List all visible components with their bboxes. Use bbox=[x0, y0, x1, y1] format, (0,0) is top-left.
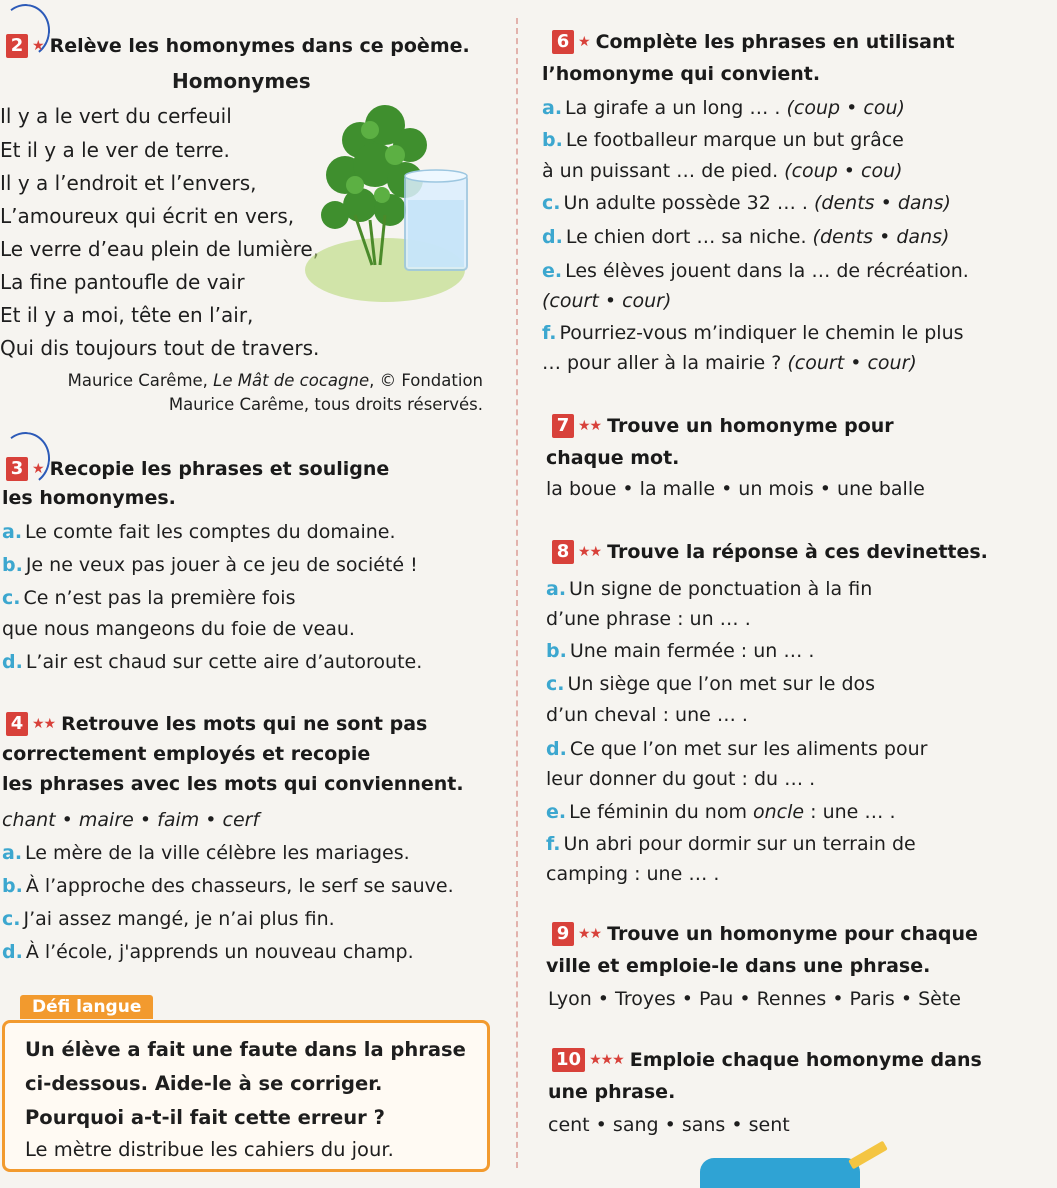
list-item: d. Le chien dort … sa niche. (dents • dans) bbox=[542, 226, 950, 248]
difficulty-stars: ★★ bbox=[578, 544, 602, 560]
exercise-number: 4 bbox=[6, 712, 28, 736]
list-item: à un puissant … de pied. (coup • cou) bbox=[542, 160, 903, 182]
poem-line: Il y a le vert du cerfeuil bbox=[0, 104, 232, 128]
exercise-number: 3 bbox=[6, 457, 28, 481]
exercise-6-heading-cont: l’homonyme qui convient. bbox=[542, 63, 821, 85]
poem-title: Homonymes bbox=[172, 69, 311, 93]
column-divider bbox=[516, 18, 518, 1168]
poem-line: L’amoureux qui écrit en vers, bbox=[0, 204, 295, 228]
poem-line: Et il y a moi, tête en l’air, bbox=[0, 303, 254, 327]
poem-line: Il y a l’endroit et l’envers, bbox=[0, 171, 257, 195]
defi-langue-box bbox=[2, 1020, 490, 1172]
list-item: d. Ce que l’on met sur les aliments pour bbox=[546, 738, 928, 760]
list-item: c. Un siège que l’on met sur le dos bbox=[546, 673, 876, 695]
defi-sentence: Le mètre distribue les cahiers du jour. bbox=[25, 1138, 394, 1161]
poem-line: Et il y a le ver de terre. bbox=[0, 138, 230, 162]
defi-langue-tag: Défi langue bbox=[20, 995, 153, 1019]
defi-line: Pourquoi a-t-il fait cette erreur ? bbox=[25, 1106, 385, 1129]
list-item: c. J’ai assez mangé, je n’ai plus fin. bbox=[2, 908, 335, 930]
exercise-number: 8 bbox=[552, 540, 574, 564]
exercise-9-heading-cont: ville et emploie-le dans une phrase. bbox=[546, 955, 931, 977]
poem-line: Le verre d’eau plein de lumière, bbox=[0, 237, 320, 261]
list-item: d. L’air est chaud sur cette aire d’autoroute. bbox=[2, 651, 423, 673]
poem-line: Qui dis toujours tout de travers. bbox=[0, 336, 320, 360]
word-list: chant • maire • faim • cerf bbox=[2, 809, 260, 831]
exercise-9-heading: 9 ★★ Trouve un homonyme pour chaque bbox=[552, 920, 978, 949]
list-item: d’un cheval : une … . bbox=[546, 704, 748, 726]
pencil-icon bbox=[848, 1141, 888, 1170]
word-list: cent • sang • sans • sent bbox=[548, 1114, 790, 1136]
list-item: e. Les élèves jouent dans la … de récréation. bbox=[542, 260, 969, 282]
exercise-7-heading-cont: chaque mot. bbox=[546, 447, 680, 469]
exercise-6-heading: 6 ★ Complète les phrases en utilisant bbox=[552, 28, 955, 57]
defi-line: Un élève a fait une faute dans la phrase bbox=[25, 1038, 466, 1061]
list-item: f. Pourriez-vous m’indiquer le chemin le plus bbox=[542, 322, 964, 344]
poem-line: La fine pantoufle de vair bbox=[0, 270, 245, 294]
list-item: c. Ce n’est pas la première fois bbox=[2, 587, 296, 609]
list-item: camping : une … . bbox=[546, 863, 720, 885]
exercise-7-heading: 7 ★★ Trouve un homonyme pour bbox=[552, 412, 894, 441]
difficulty-stars: ★ bbox=[32, 38, 44, 54]
difficulty-stars: ★ bbox=[32, 461, 44, 477]
exercise-4-heading: 4 ★★ Retrouve les mots qui ne sont pas bbox=[6, 710, 427, 739]
list-item: leur donner du gout : du … . bbox=[546, 768, 816, 790]
list-item: que nous mangeons du foie de veau. bbox=[2, 618, 355, 640]
list-item: a. La girafe a un long … . (coup • cou) bbox=[542, 97, 905, 119]
difficulty-stars: ★★ bbox=[578, 418, 602, 434]
list-item: a. Le comte fait les comptes du domaine. bbox=[2, 521, 396, 543]
list-item: a. Le mère de la ville célèbre les mariages. bbox=[2, 842, 410, 864]
exercise-instruction: Relève les homonymes dans ce poème. bbox=[49, 35, 470, 57]
poem-credit: Maurice Carême, Le Mât de cocagne, © Fondation Maurice Carême, tous droits réservés. bbox=[67, 371, 483, 414]
exercise-8-heading: 8 ★★ Trouve la réponse à ces devinettes. bbox=[552, 538, 988, 567]
exercise-2-heading bbox=[6, 32, 470, 61]
difficulty-stars: ★★ bbox=[578, 926, 602, 942]
list-item: b. À l’approche des chasseurs, le serf se sauve. bbox=[2, 875, 454, 897]
exercise-number: 9 bbox=[552, 922, 574, 946]
bottom-banner-tab bbox=[700, 1158, 860, 1188]
exercise-number: 2 bbox=[6, 34, 28, 58]
exercise-number: 7 bbox=[552, 414, 574, 438]
word-list: Lyon • Troyes • Pau • Rennes • Paris • Sète bbox=[548, 988, 961, 1010]
word-list: la boue • la malle • un mois • une balle bbox=[546, 478, 925, 500]
list-item: b. Je ne veux pas jouer à ce jeu de société ! bbox=[2, 554, 418, 576]
list-item: a. Un signe de ponctuation à la fin bbox=[546, 578, 873, 600]
list-item: c. Un adulte possède 32 … . (dents • dans) bbox=[542, 192, 951, 214]
list-item: f. Un abri pour dormir sur un terrain de bbox=[546, 833, 916, 855]
exercise-3-heading: 3 ★ Recopie les phrases et souligne bbox=[6, 455, 389, 484]
exercise-10-heading: 10 ★★★ Emploie chaque homonyme dans bbox=[552, 1046, 982, 1075]
list-item: b. Le footballeur marque un but grâce bbox=[542, 129, 904, 151]
list-item-hint: (court • cour) bbox=[542, 290, 672, 312]
list-item: d’une phrase : un … . bbox=[546, 608, 751, 630]
difficulty-stars: ★★★ bbox=[589, 1052, 624, 1068]
exercise-3-heading-cont: les homonymes. bbox=[2, 487, 176, 509]
difficulty-stars: ★ bbox=[578, 34, 590, 50]
exercise-4-heading-cont: les phrases avec les mots qui conviennent. bbox=[2, 773, 464, 795]
exercise-4-heading-cont: correctement employés et recopie bbox=[2, 743, 371, 765]
defi-line: ci-dessous. Aide-le à se corriger. bbox=[25, 1072, 383, 1095]
parsley-glass-illustration bbox=[300, 100, 495, 305]
list-item: e. Le féminin du nom oncle : une … . bbox=[546, 801, 896, 823]
exercise-number: 10 bbox=[552, 1048, 585, 1072]
difficulty-stars: ★★ bbox=[32, 716, 56, 732]
exercise-10-heading-cont: une phrase. bbox=[548, 1081, 676, 1103]
list-item: b. Une main fermée : un … . bbox=[546, 640, 815, 662]
exercise-number: 6 bbox=[552, 30, 574, 54]
list-item: … pour aller à la mairie ? (court • cour) bbox=[542, 352, 917, 374]
list-item: d. À l’école, j'apprends un nouveau champ. bbox=[2, 941, 414, 963]
